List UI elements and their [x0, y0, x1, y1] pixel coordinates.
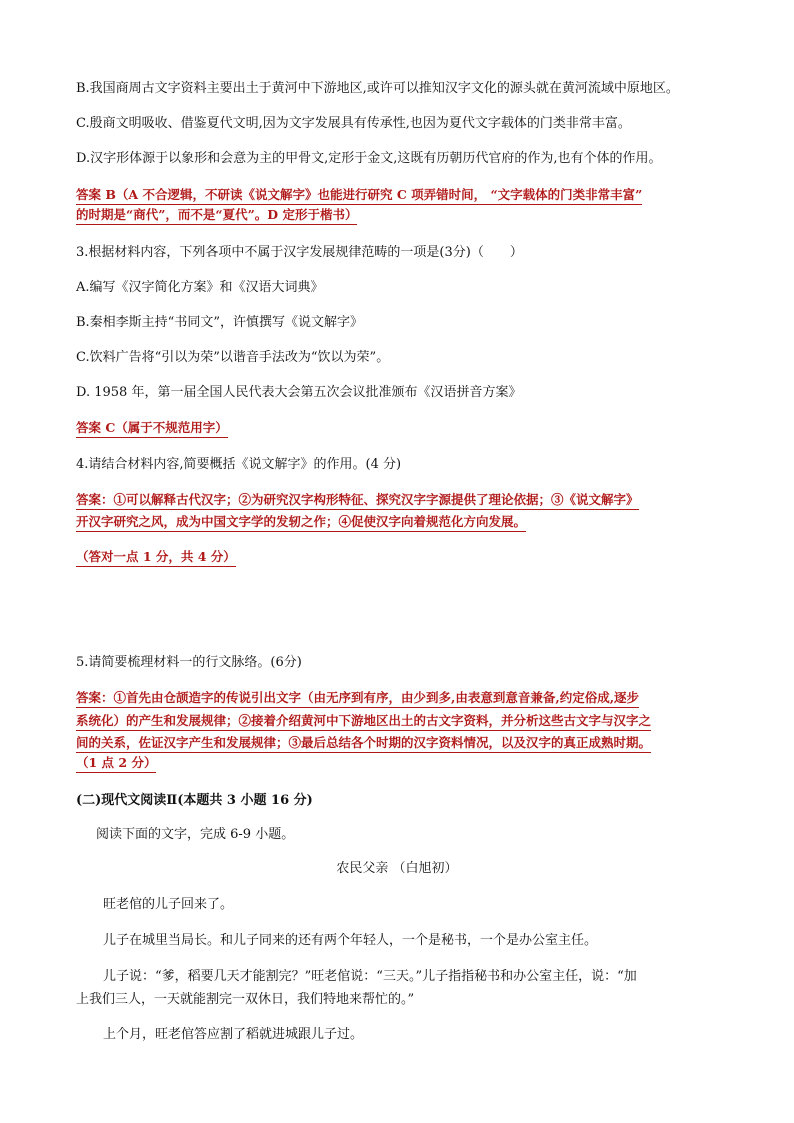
q4-answer-line1: 答案：①可以解释古代汉字；②为研究汉字构形特征、探究汉字字源提供了理论依据；③《说文解字》	[76, 491, 639, 510]
q2-option-c: C.殷商文明吸收、借鉴夏代文明,因为文字发展具有传承性,也因为夏代文字载体的门类非常丰富。	[76, 116, 631, 131]
q3-option-b: B.秦相李斯主持“书同文”，许慎撰写《说文解字》	[76, 315, 363, 330]
q3-answer: 答案 C（属于不规范用字）	[76, 419, 228, 438]
story-title: 农民父亲 （白旭初）	[336, 861, 458, 876]
q3-question: 3.根据材料内容，下列各项中不属于汉字发展规律范畴的一项是(3分)（ ）	[76, 245, 523, 260]
q4-question: 4.请结合材料内容,简要概括《说文解字》的作用。(4 分)	[76, 457, 402, 472]
story-paragraph-1: 旺老倌的儿子回来了。	[103, 897, 234, 912]
q2-option-d: D.汉字形体源于以象形和会意为主的甲骨文,定形于金文,这既有历朝历代官府的作为,也有个体的作用。	[76, 151, 662, 166]
q5-answer-line4: （1 点 2 分）	[76, 754, 156, 773]
q2-answer-line2: 的时期是“商代”，而不是“夏代”。D 定形于楷书）	[76, 206, 357, 225]
reading-instruction: 阅读下面的文字，完成 6-9 小题。	[96, 827, 295, 842]
q2-option-b: B.我国商周古文字资料主要出土于黄河中下游地区,或许可以推知汉字文化的源头就在黄河流域中原地区。	[76, 81, 679, 96]
q3-option-c: C.饮料广告将“引以为荣”以谐音手法改为“饮以为荣”。	[76, 350, 390, 365]
story-paragraph-3-line2: 上我们三人，一天就能割完一双休日，我们特地来帮忙的。”	[76, 992, 415, 1007]
q5-answer-line3: 间的关系，佐证汉字产生和发展规律；③最后总结各个时期的汉字资料情况，以及汉字的真正成熟时期。	[76, 734, 651, 753]
q5-question: 5.请简要梳理材料一的行文脉络。(6分)	[76, 655, 302, 670]
section-heading: (二)现代文阅读Ⅱ(本题共 3 小题 16 分)	[76, 793, 313, 808]
story-paragraph-3-line1: 儿子说：“爹，稻要几天才能割完？”旺老倌说：“三天。”儿子指指秘书和办公室主任，说：“加	[103, 969, 637, 984]
story-paragraph-2: 儿子在城里当局长。和儿子同来的还有两个年轻人，一个是秘书，一个是办公室主任。	[103, 933, 598, 948]
story-paragraph-4: 上个月，旺老倌答应割了稻就进城跟儿子过。	[103, 1027, 364, 1042]
q5-answer-line2: 系统化）的产生和发展规律；②接着介绍黄河中下游地区出土的古文字资料，并分析这些古文字与汉字之	[76, 712, 651, 731]
q3-option-a: A.编写《汉字简化方案》和《汉语大词典》	[76, 280, 324, 295]
q4-score-note: （答对一点 1 分，共 4 分）	[76, 548, 236, 567]
q5-answer-line1: 答案：①首先由仓颉造字的传说引出文字（由无序到有序，由少到多,由表意到意音兼备,约定俗成,逐步	[76, 689, 639, 708]
q3-option-d: D. 1958 年，第一届全国人民代表大会第五次会议批准颁布《汉语拼音方案》	[76, 385, 522, 400]
q4-answer-line2: 开汉字研究之风，成为中国文字学的发轫之作；④促使汉字向着规范化方向发展。	[76, 513, 526, 532]
q2-answer-line1: 答案 B（A 不合逻辑，不研读《说文解字》也能进行研究 C 项弄错时间， “文字载体的门类非常丰富”	[76, 186, 642, 205]
